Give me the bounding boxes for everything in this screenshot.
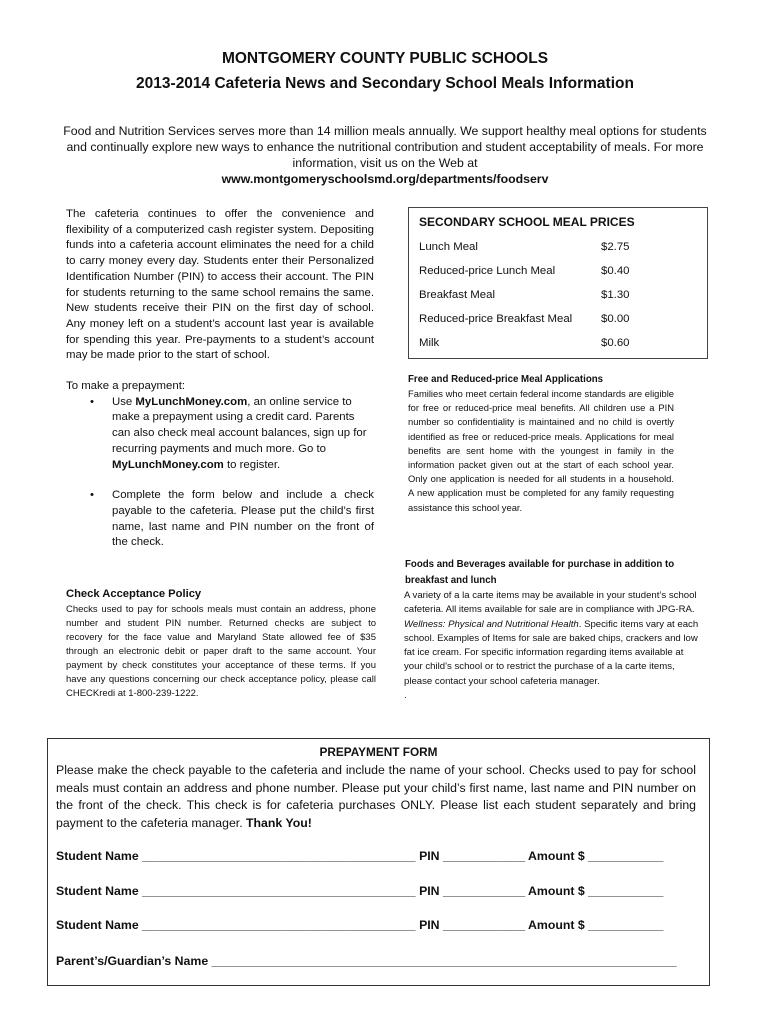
list-item: • Use MyLunchMoney.com, an online service to make a prepayment using a credit card. Parents can also check meal account balances, sign up for recurring payments and much more. Go to MyLunchMoney.com to register.: [90, 395, 367, 471]
check-policy-body: Checks used to pay for schools meals must contain an address, phone number and student PIN number. Returned checks are subject to recovery for the face value and Maryland State allowed fee of $35 through an electronic debit or paper draft to the same account. Your payment by check constitutes your acceptance of these terms. If you have any questions concerning our check acceptance policy, please call CHECKredi at 1-800-239-1222.: [66, 604, 376, 699]
price-row: Reduced-price Breakfast Meal $0.00: [419, 313, 630, 325]
intro-text: Food and Nutrition Services serves more than 14 million meals annually. We support healthy meal options for students and continually explore new ways to enhance the nutritional contribution and student acceptability of meals. For more information, visit us on the Web at: [63, 124, 707, 170]
mylunchmoney-link[interactable]: MyLunchMoney.com: [135, 395, 248, 408]
intro-paragraph: [60, 123, 710, 187]
guardian-name-row[interactable]: Parent’s/Guardian’s Name ____________________________________________________________________: [56, 954, 677, 968]
price-row: Reduced-price Lunch Meal $0.40: [419, 265, 630, 277]
student-entry-row-2[interactable]: Student Name ________________________________________ PIN ____________ Amount $ ___________: [56, 884, 664, 898]
foods-heading: Foods and Beverages available for purchase in addition to breakfast and lunch: [405, 559, 675, 586]
meal-prices-heading: SECONDARY SCHOOL MEAL PRICES: [419, 215, 635, 229]
price-row: Lunch Meal $2.75: [419, 241, 630, 253]
meal-prices-box: [408, 207, 708, 359]
thank-you-text: Thank You!: [246, 815, 312, 830]
price-row: Milk $0.60: [419, 337, 630, 349]
foods-body: A variety of a la carte items may be available in your student’s school cafeteria. All items available for sale are in compliance with JPG-RA. Wellness: Physical and Nutritional Health. Specific items vary at each school. Examples of Items for sale are baked chips, crackers and low fat ice cream. For specific information regarding items available at your child’s school or to restrict the purchase of a la carte items, please contact your school cafeteria manager. .: [404, 590, 699, 702]
meal-application-heading: Free and Reduced-price Meal Applications: [408, 374, 604, 385]
prepayment-form-instructions: Please make the check payable to the cafeteria and include the name of your school. Checks used to pay for school meals must contain an address and phone number. Please put your child’s first name, last name and PIN number on the front of the check. This check is for cafeteria purchases ONLY. Please list each student separately and bring payment to the cafeteria manager. Thank You!: [56, 763, 696, 830]
prepayment-form-heading: PREPAYMENT FORM: [319, 745, 438, 759]
price-row: Breakfast Meal $1.30: [419, 289, 630, 301]
student-entry-row-3[interactable]: Student Name ________________________________________ PIN ____________ Amount $ ___________: [56, 918, 664, 932]
foodserv-link[interactable]: www.montgomeryschoolsmd.org/departments/foodserv: [221, 172, 549, 186]
cafeteria-info-column: [66, 207, 374, 551]
cafeteria-paragraph: The cafeteria continues to offer the convenience and flexibility of a computerized cash register system. Depositing funds into a cafeteria account eliminates the need for a child to carry money every day. Students enter their Personalized Identification Number (PIN) to access their account. The PIN for students returning to the same school remains the same. New students receive their PIN on the first day of school. Any money left on a student’s account last year is available for spending this year. Pre-payments to a student’s account may be made prior to the start of school.: [66, 208, 374, 362]
mylunchmoney-link[interactable]: MyLunchMoney.com: [112, 458, 224, 471]
student-entry-row-1[interactable]: Student Name ________________________________________ PIN ____________ Amount $ ___________: [56, 849, 664, 863]
prepayment-options: [66, 395, 374, 551]
meal-application-body: Families who meet certain federal income standards are eligible for free or reduced-price meal benefits. All children use a PIN number so confidentiality is maintained and no child is overtly identified as free or reduced-price meals. Applications for meal benefits are sent home with the youngest in family in the information packet given out at the start of each school year. Only one application is needed for all students in a household. A new application must be completed for any family requesting assistance this school year.: [408, 388, 674, 513]
check-policy-heading: Check Acceptance Policy: [66, 588, 202, 600]
list-item: • Complete the form below and include a check payable to the cafeteria. Please put the child’s first name, last name and PIN number on the front of the check.: [90, 489, 374, 549]
page-title: MONTGOMERY COUNTY PUBLIC SCHOOLS: [221, 50, 549, 67]
prepayment-intro: To make a prepayment:: [66, 380, 186, 393]
bullet-icon: •: [90, 489, 94, 502]
bullet-icon: •: [90, 395, 94, 408]
page-subtitle: 2013-2014 Cafeteria News and Secondary School Meals Information: [136, 75, 634, 92]
